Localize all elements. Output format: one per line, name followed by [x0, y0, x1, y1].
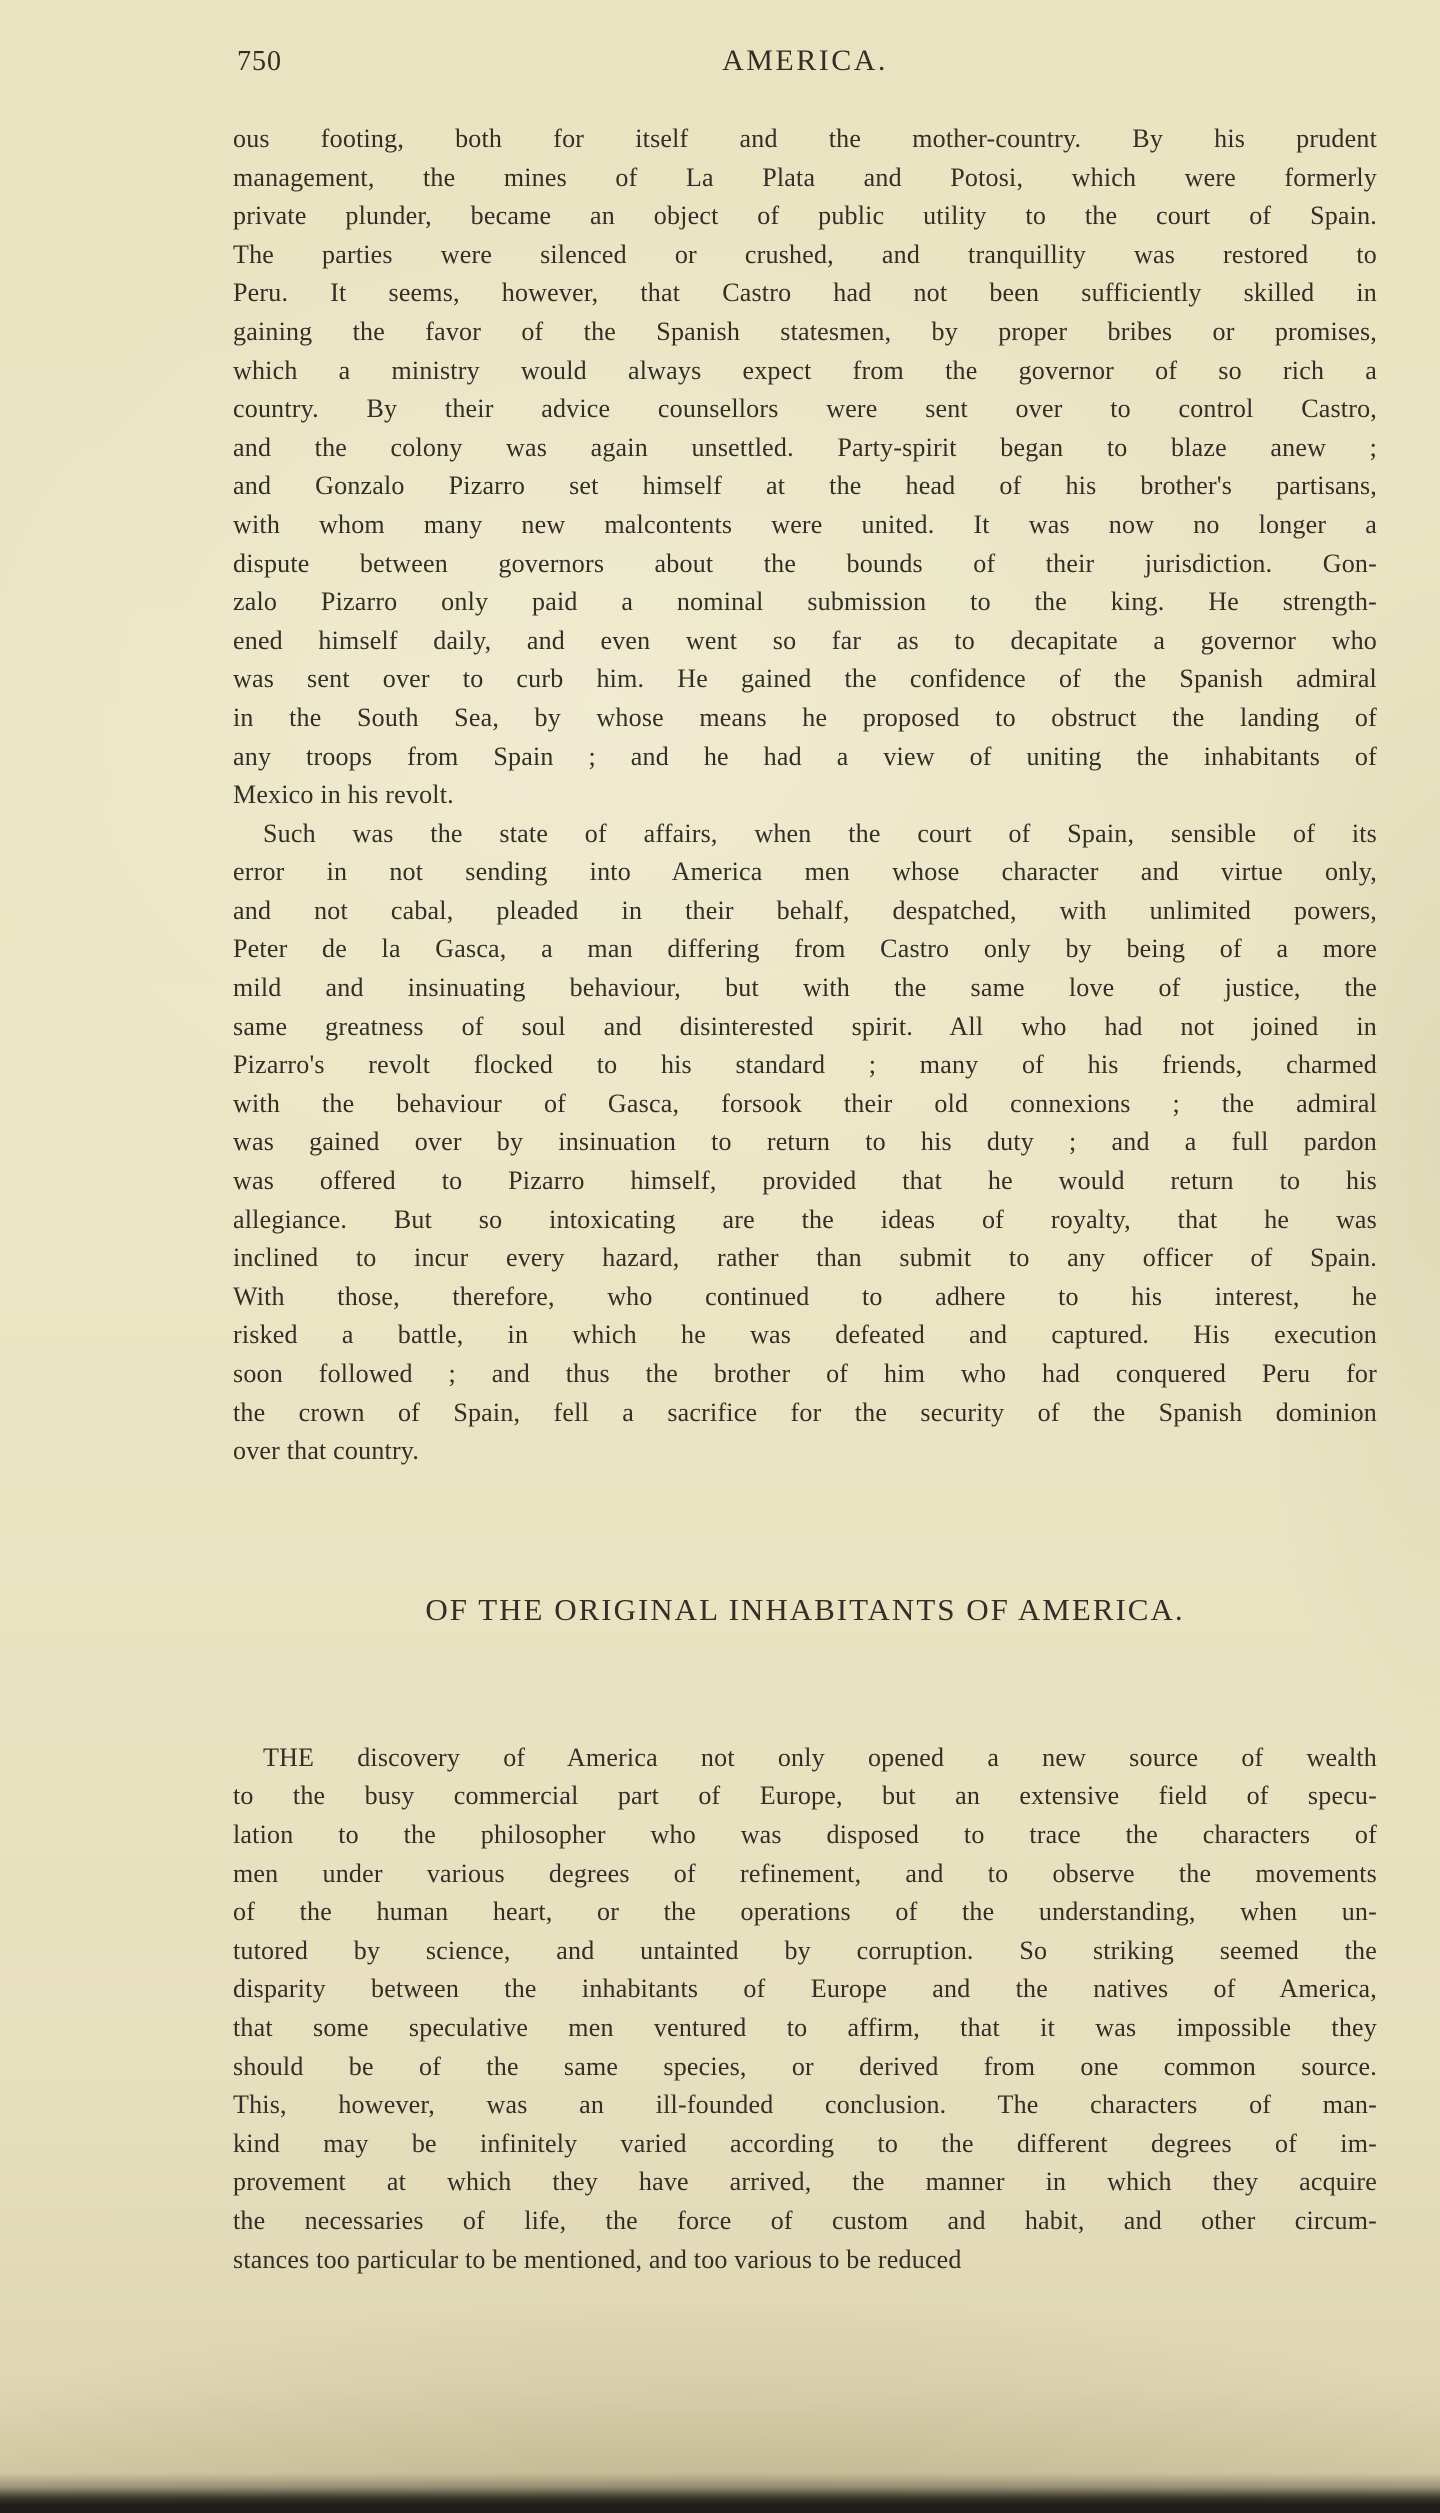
text-line: and the colony was again unsettled. Party-spirit began to blaze anew ;: [233, 432, 1377, 462]
chapter-america-text: [233, 120, 1377, 1471]
text-line: The parties were silenced or crushed, and tranquillity was restored to: [233, 239, 1377, 269]
paragraph: [233, 1739, 1377, 2279]
text-line: allegiance. But so intoxicating are the ideas of royalty, that he was: [233, 1204, 1377, 1234]
text-line: provement at which they have arrived, the manner in which they acquire: [233, 2167, 1377, 2197]
text-line: THE discovery of America not only opened a new source of wealth: [263, 1742, 1377, 1772]
running-title: AMERICA.: [722, 44, 888, 77]
text-line: risked a battle, in which he was defeated and captured. His execution: [233, 1320, 1377, 1350]
paragraph: [233, 815, 1377, 1471]
text-line: dispute between governors about the bounds of their jurisdiction. Gon-: [233, 548, 1377, 578]
text-line: to the busy commercial part of Europe, but an extensive field of specu-: [233, 1781, 1377, 1811]
text-line: This, however, was an ill-founded conclusion. The characters of man-: [233, 2090, 1377, 2120]
text-line: should be of the same species, or derived from one common source.: [233, 2051, 1377, 2081]
text-line: inclined to incur every hazard, rather than submit to any officer of Spain.: [233, 1243, 1377, 1273]
text-line: Such was the state of affairs, when the court of Spain, sensible of its: [263, 818, 1377, 848]
text-line: tutored by science, and untainted by corruption. So striking seemed the: [233, 1935, 1377, 1965]
text-line: Peru. It seems, however, that Castro had not been sufficiently skilled in: [233, 278, 1377, 308]
text-line: lation to the philosopher who was disposed to trace the characters of: [233, 1819, 1377, 1849]
text-line: With those, therefore, who continued to adhere to his interest, he: [233, 1281, 1377, 1311]
text-line: was offered to Pizarro himself, provided that he would return to his: [233, 1166, 1377, 1196]
text-line: with whom many new malcontents were united. It was now no longer a: [233, 509, 1377, 539]
text-line: the crown of Spain, fell a sacrifice for the security of the Spanish dominion: [233, 1397, 1377, 1427]
text-line: management, the mines of La Plata and Potosi, which were formerly: [233, 162, 1377, 192]
text-line: Pizarro's revolt flocked to his standard ; many of his friends, charmed: [233, 1050, 1377, 1080]
text-line: ous footing, both for itself and the mother-country. By his prudent: [233, 124, 1377, 153]
text-line: error in not sending into America men whose character and virtue only,: [233, 857, 1377, 887]
text-line: country. By their advice counsellors were sent over to control Castro,: [233, 394, 1377, 424]
text-line: the necessaries of life, the force of custom and habit, and other circum-: [233, 2205, 1377, 2235]
paragraph: [233, 120, 1377, 815]
text-line: and Gonzalo Pizarro set himself at the head of his brother's partisans,: [233, 471, 1377, 501]
section-heading: OF THE ORIGINAL INHABITANTS OF AMERICA.: [425, 1591, 1185, 1627]
text-line: with the behaviour of Gasca, forsook their old connexions ; the admiral: [233, 1088, 1377, 1118]
text-line: disparity between the inhabitants of Europe and the natives of America,: [233, 1974, 1377, 2004]
text-line: same greatness of soul and disinterested spirit. All who had not joined in: [233, 1011, 1377, 1041]
text-line: was gained over by insinuation to return to his duty ; and a full pardon: [233, 1127, 1377, 1157]
text-line: soon followed ; and thus the brother of him who had conquered Peru for: [233, 1359, 1377, 1388]
page-number: 750: [237, 46, 282, 77]
text-line: gaining the favor of the Spanish statesmen, by proper bribes or promises,: [233, 316, 1377, 346]
text-line: zalo Pizarro only paid a nominal submission to the king. He strength-: [233, 587, 1377, 617]
scan-bottom-edge: [0, 2473, 1440, 2513]
text-line: stances too particular to be mentioned, and too various to be reduced: [233, 2244, 962, 2274]
text-line: over that country.: [233, 1436, 420, 1466]
text-line: any troops from Spain ; and he had a view of uniting the inhabitants of: [233, 741, 1377, 771]
section-original-inhabitants-text: [233, 1739, 1377, 2279]
text-line: was sent over to curb him. He gained the confidence of the Spanish admiral: [233, 664, 1377, 694]
text-line: private plunder, became an object of public utility to the court of Spain.: [233, 201, 1377, 231]
text-line: men under various degrees of refinement, and to observe the movements: [233, 1858, 1377, 1888]
text-line: ened himself daily, and even went so far as to decapitate a governor who: [233, 625, 1377, 655]
text-line: kind may be infinitely varied according to the different degrees of im-: [233, 2128, 1377, 2158]
text-line: which a ministry would always expect from the governor of so rich a: [233, 355, 1377, 385]
text-line: in the South Sea, by whose means he proposed to obstruct the landing of: [233, 702, 1377, 732]
page-body: [233, 120, 1377, 2279]
text-line: that some speculative men ventured to affirm, that it was impossible they: [233, 2012, 1377, 2042]
text-line: and not cabal, pleaded in their behalf, despatched, with unlimited powers,: [233, 895, 1377, 925]
page-header: [233, 44, 1377, 84]
text-line: Mexico in his revolt.: [233, 780, 454, 810]
text-line: mild and insinuating behaviour, but with the same love of justice, the: [233, 973, 1377, 1003]
text-line: Peter de la Gasca, a man differing from Castro only by being of a more: [233, 934, 1377, 964]
text-line: of the human heart, or the operations of the understanding, when un-: [233, 1897, 1377, 1927]
